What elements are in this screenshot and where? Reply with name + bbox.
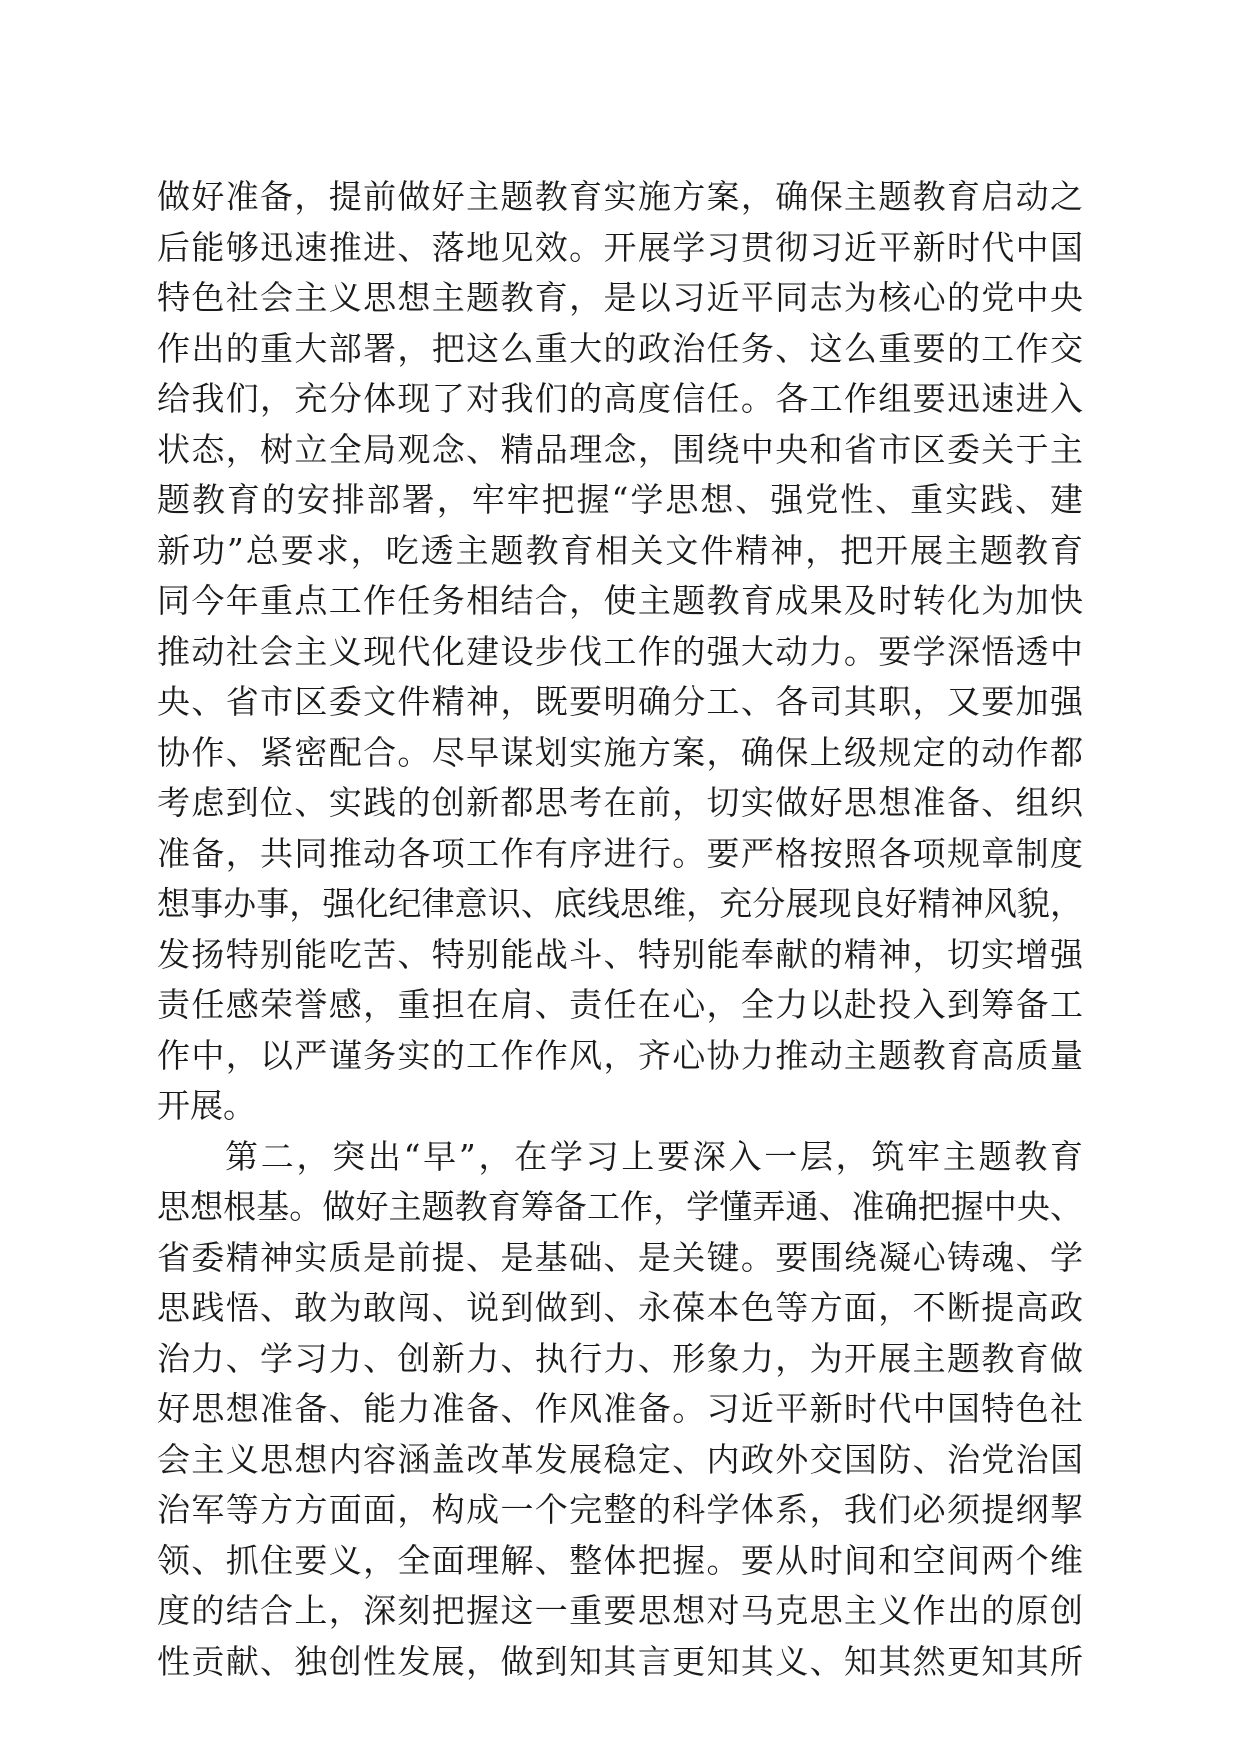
text-line-1: 做好准备，提前做好主题教育实施方案，确保主题教育启动之 xyxy=(157,177,1083,216)
text-line-14: 准备，共同推动各项工作有序进行。要严格按照各项规章制度 xyxy=(157,833,1083,873)
text-line-30: 性贡献、独创性发展，做到知其言更知其义、知其然更知其所 xyxy=(157,1641,1083,1681)
text-line-4: 作出的重大部署，把这么重大的政治任务、这么重要的工作交 xyxy=(157,328,1083,368)
text-line-8: 新功”总要求，吃透主题教育相关文件精神，把开展主题教育 xyxy=(157,530,1083,570)
text-line-28: 领、抓住要义，全面理解、整体把握。要从时间和空间两个维 xyxy=(157,1540,1083,1580)
text-line-5: 给我们，充分体现了对我们的高度信任。各工作组要迅速进入 xyxy=(157,379,1083,418)
text-line-18: 作中，以严谨务实的工作作风，齐心协力推动主题教育高质量 xyxy=(157,1035,1083,1075)
text-line-29: 度的结合上，深刻把握这一重要思想对马克思主义作出的原创 xyxy=(157,1591,1083,1630)
text-line-12: 协作、紧密配合。尽早谋划实施方案，确保上级规定的动作都 xyxy=(157,732,1083,772)
text-line-10: 推动社会主义现代化建设步伐工作的强大动力。要学深悟透中 xyxy=(157,631,1083,671)
text-line-26: 会主义思想内容涵盖改革发展稳定、内政外交国防、治党治国 xyxy=(157,1439,1083,1479)
text-line-13: 考虑到位、实践的创新都思考在前，切实做好思想准备、组织 xyxy=(157,783,1083,822)
paragraph-1-end-line: 开展。 xyxy=(157,1086,256,1125)
text-line-24: 治力、学习力、创新力、执行力、形象力，为开展主题教育做 xyxy=(157,1338,1083,1378)
document-body xyxy=(157,172,1083,1687)
text-line-27: 治军等方方面面，构成一个完整的科学体系，我们必须提纲挈 xyxy=(157,1490,1083,1529)
text-line-7: 题教育的安排部署，牢牢把握“学思想、强党性、重实践、建 xyxy=(157,480,1083,519)
text-line-2: 后能够迅速推进、落地见效。开展学习贯彻习近平新时代中国 xyxy=(157,227,1083,267)
text-line-9: 同今年重点工作任务相结合，使主题教育成果及时转化为加快 xyxy=(157,581,1083,620)
paragraph-2-first-line: 第二，突出“早”，在学习上要深入一层，筑牢主题教育 xyxy=(225,1136,1083,1176)
text-line-11: 央、省市区委文件精神，既要明确分工、各司其职，又要加强 xyxy=(157,682,1083,721)
text-line-21: 思想根基。做好主题教育筹备工作，学懂弄通、准确把握中央、 xyxy=(157,1187,1083,1226)
text-line-22: 省委精神实质是前提、是基础、是关键。要围绕凝心铸魂、学 xyxy=(157,1237,1083,1277)
text-line-17: 责任感荣誉感，重担在肩、责任在心，全力以赴投入到筹备工 xyxy=(157,985,1083,1024)
text-line-16: 发扬特别能吃苦、特别能战斗、特别能奉献的精神，切实增强 xyxy=(157,934,1083,974)
text-line-3: 特色社会主义思想主题教育，是以习近平同志为核心的党中央 xyxy=(157,278,1083,317)
text-line-25: 好思想准备、能力准备、作风准备。习近平新时代中国特色社 xyxy=(157,1389,1083,1428)
text-line-15: 想事办事，强化纪律意识、底线思维，充分展现良好精神风貌， xyxy=(157,884,1083,923)
text-line-23: 思践悟、敢为敢闯、说到做到、永葆本色等方面，不断提高政 xyxy=(157,1288,1083,1327)
text-line-6: 状态，树立全局观念、精品理念，围绕中央和省市区委关于主 xyxy=(157,429,1083,469)
